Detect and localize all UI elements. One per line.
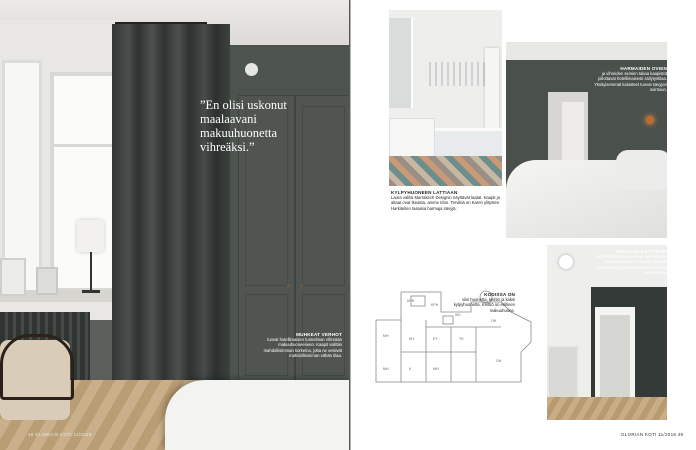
room-label: OH bbox=[491, 319, 497, 323]
room-label: KPH bbox=[407, 299, 415, 303]
caption-text: Laura valitsi Marrakech Designin näyttävät laatat. Kaapit ja altaat ovat Ikeasta, amme Idon. Tervikiä on Karen ylitysten Harkitellen tasaisia harmaja sävyjä. bbox=[391, 195, 500, 211]
curtain bbox=[112, 24, 230, 414]
room-label: ET bbox=[433, 337, 438, 341]
mirror-cabinet bbox=[389, 18, 413, 108]
room-label: WC bbox=[455, 313, 461, 317]
caption-title: VANHAAN KEITTIÖÖN bbox=[615, 249, 668, 254]
photo-frame bbox=[0, 258, 26, 296]
room-label: K bbox=[409, 367, 412, 371]
plan-fixture bbox=[443, 316, 453, 324]
caption-bedroom bbox=[589, 66, 667, 92]
caption-title: HARMAIDEN OVIEN bbox=[620, 66, 667, 71]
caption-text: viisi huonetta, keittiö ja kaksi kylpyhuonetta. Keittiö on erillinen makuuhuone. bbox=[453, 297, 515, 313]
plan-wall bbox=[376, 302, 531, 382]
parquet-floor bbox=[547, 397, 667, 420]
bathroom-photo bbox=[389, 10, 502, 186]
caption-bathroom bbox=[391, 190, 501, 211]
ceiling bbox=[506, 42, 667, 60]
window-mullion bbox=[54, 144, 112, 147]
table-lamp-stem bbox=[90, 252, 92, 292]
caption-curtains bbox=[258, 332, 342, 358]
door-knob bbox=[300, 284, 303, 287]
towel-heater bbox=[429, 62, 487, 86]
photo-frame-small bbox=[36, 267, 58, 295]
room-label: MH bbox=[433, 367, 439, 371]
door-knob bbox=[287, 284, 290, 287]
room-label: OH bbox=[496, 359, 502, 363]
table-lamp-base bbox=[82, 290, 100, 293]
caption-title: KODISSA ON bbox=[484, 292, 515, 297]
bed-corner bbox=[165, 380, 350, 450]
caption-title: KYLPYHUONEEN LATTIAAN bbox=[391, 190, 458, 195]
caption-title: MUHKEAT VERHOT bbox=[296, 332, 342, 337]
plan-wall bbox=[376, 292, 401, 320]
caption-kids-room bbox=[592, 249, 668, 275]
right-page bbox=[351, 0, 696, 450]
next-room-view bbox=[600, 315, 630, 397]
room-label: MH bbox=[383, 334, 389, 338]
patterned-tile-floor bbox=[389, 156, 502, 186]
table-lamp-shade bbox=[77, 220, 104, 252]
smoke-detector bbox=[245, 63, 258, 76]
pillow bbox=[616, 150, 667, 190]
folio-right: GLORIAN KOTI 11/2018 49 bbox=[621, 432, 684, 437]
caption-text: luovat hotellimaisen tunnelman vihreään makuuhuoneeseen. Kaapit valittiin mahdollisimman korkeina, jotta ne veisivät mahdollisimman vähän tilaa. bbox=[263, 337, 342, 358]
caption-floor-plan bbox=[453, 292, 515, 313]
armchair-frame bbox=[0, 334, 74, 400]
wall-lamp bbox=[646, 116, 654, 124]
caption-text: sisustettiin huone perheen pienimmille. Mustaa sävyä on käytetty useissa kalusteissa ja lastenhuoneessa. Kaiutin on Muurame. bbox=[594, 254, 668, 275]
room-label: KPH bbox=[431, 303, 439, 307]
window-center bbox=[50, 72, 116, 292]
pendant-lamp bbox=[559, 255, 573, 269]
pull-quote: ”En olisi uskonut maalaavani makuuhuonetta vihreäksi.” bbox=[200, 98, 287, 154]
caption-text: ja vihreiden seinien takaa kaapistot piilottavat hotellimaisesti säilytystilaa. Yksityisemmät kalusteet tuovat sävyjen sointuun. bbox=[594, 71, 667, 92]
towel bbox=[485, 48, 499, 128]
room-label: MH bbox=[383, 367, 389, 371]
room-label: TK bbox=[459, 337, 464, 341]
room-label: KH bbox=[409, 337, 414, 341]
folio-left: 48 GLORIA'N KOTI 11/2018 bbox=[28, 432, 92, 437]
